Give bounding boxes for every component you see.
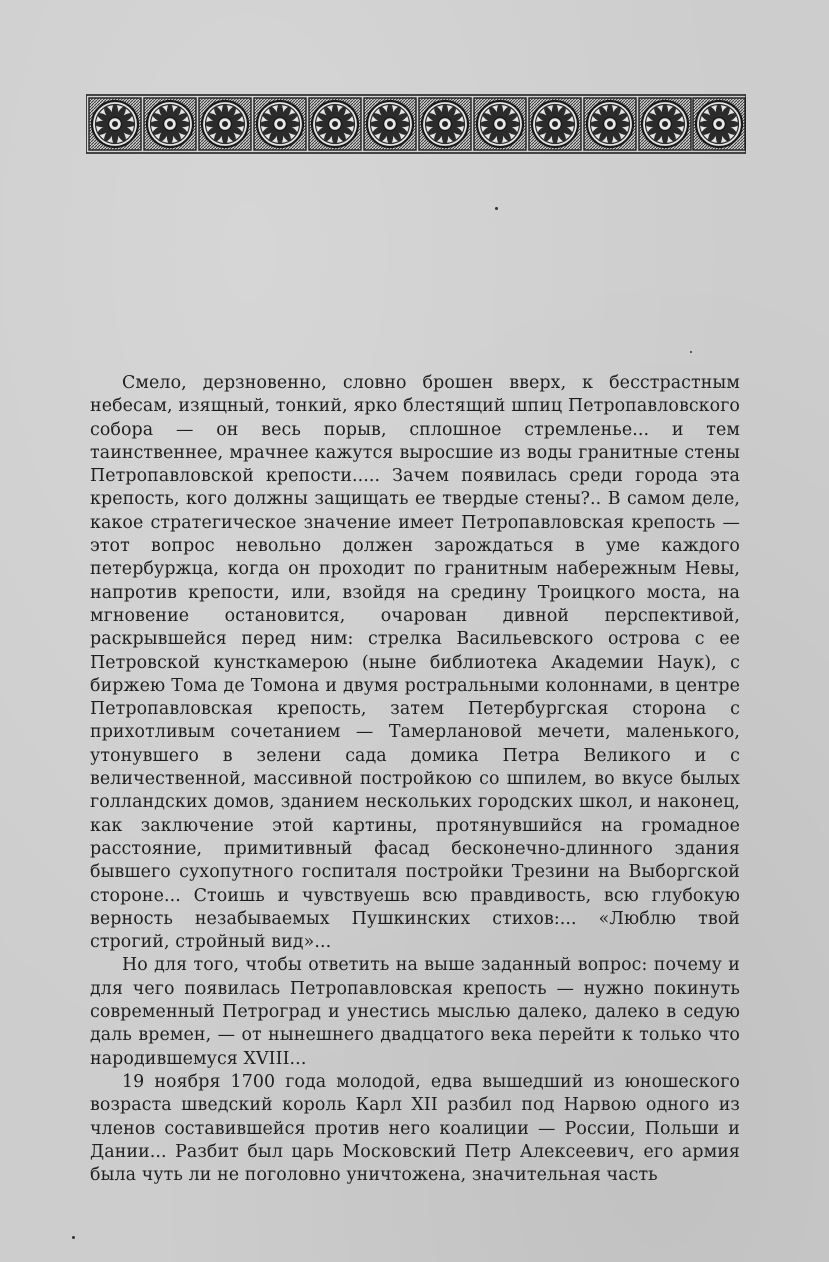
speck xyxy=(72,1236,75,1239)
speck xyxy=(690,351,692,353)
paragraph-2: Но для того, чтобы ответить на выше заданный вопрос: почему и для чего появилась Петропавловская крепость — нужно покинуть современный Петроград и унестись мыслью далеко, далеко в седую даль времен, — от нынешнего двадцатого века перейти к только что народившемуся XVIII... xyxy=(90,955,740,1069)
rosette-frieze-icon xyxy=(86,94,746,154)
body-text xyxy=(90,372,740,1187)
paragraph-1: Смело, дерзновенно, словно брошен вверх, к бесстрастным небесам, изящный, тонкий, ярко блестящий шпиц Петропавловского собора — он весь порыв, сплошное стремленье... и тем таинственнее, мрачнее кажутся выросшие из воды гранитные стены Петропавловской крепости..... Зачем появилась среди города эта крепость, кого должны защищать ее твердые стены?.. В самом деле, какое стратегическое значение имеет Петропавловская крепость — этот вопрос невольно должен зарождаться в уме каждого петербуржца, когда он проходит по гранитным набережным Невы, напротив крепости, или, взойдя на средину Троицкого моста, на мгновение остановится, очарован дивной перспективой, раскрывшейся перед ним: стрелка Васильевского острова с ее Петровской кунсткамерою (ныне библиотека Академии Наук), с биржею Тома де Томона и двумя ростральными колоннами, в центре Петропавловская крепость, затем Петербургская сторона с прихотливым сочетанием — Тамерлановой мечети, маленького, утонувшего в зелени сада домика Петра Великого и с величественной, массивной постройкою со шпилем, во вкусе былых голландских домов, зданием нескольких городских школ, и наконец, как заключение этой картины, протянувшийся на громадное расстояние, примитивный фасад бесконечно-длинного здания бывшего сухопутного госпиталя постройки Трезини на Выборгской стороне... Стоишь и чувствуешь всю правдивость, всю глубокую верность незабываемых Пушкинских стихов:... «Люблю твой строгий, стройный вид»... xyxy=(90,373,740,953)
speck xyxy=(495,207,498,210)
paragraph-3: 19 ноября 1700 года молодой, едва вышедший из юношеского возраста шведский король Карл XII разбил под Нарвою одного из членов составившейся против него коалиции — России, Польши и Дании... Разбит был царь Московский Петр Алексеевич, его армия была чуть ли не поголовно уничтожена, значительная часть xyxy=(90,1071,740,1186)
